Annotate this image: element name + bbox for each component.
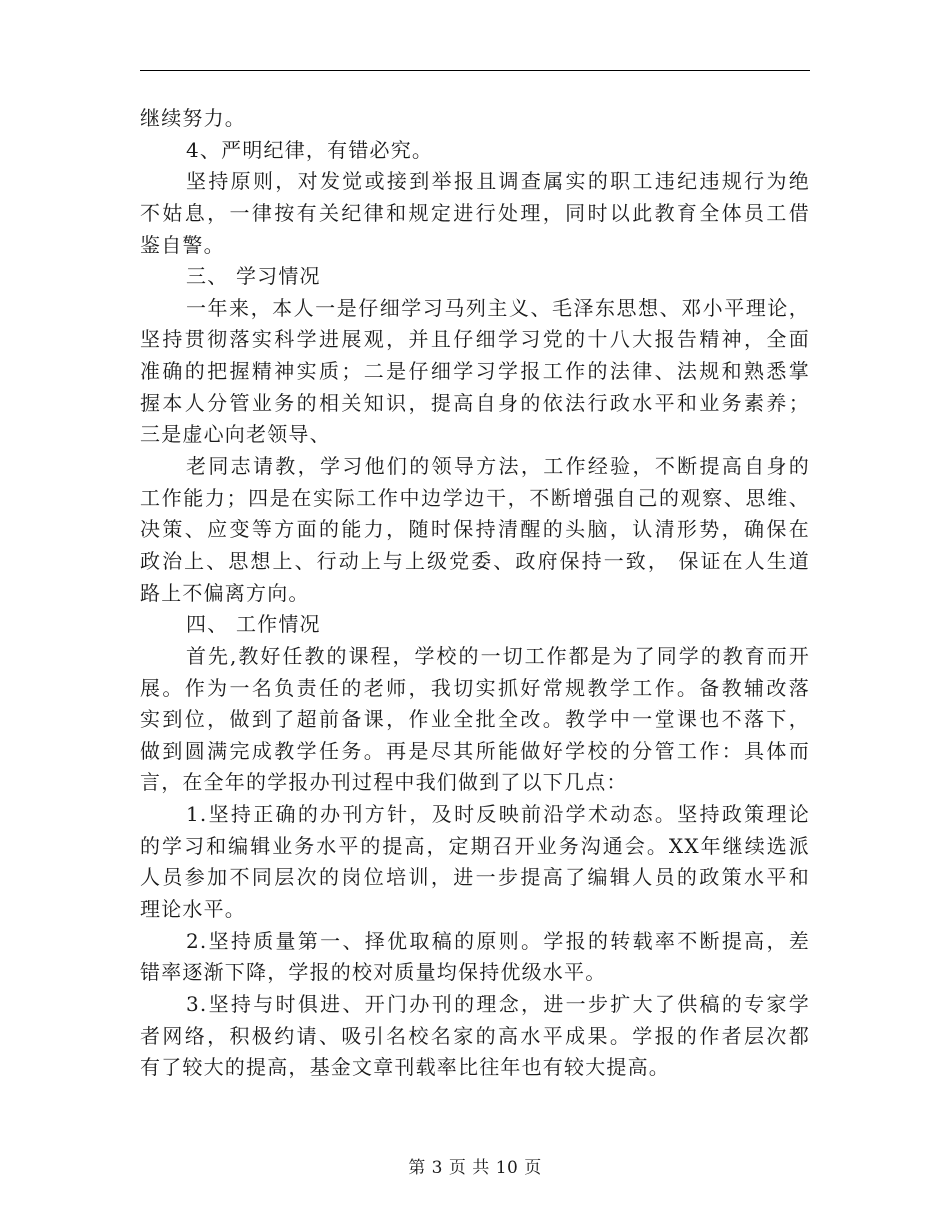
text-line: 路上不偏离方向。 [140, 580, 310, 605]
page-footer: 第 3 页 共 10 页 [408, 1158, 542, 1178]
text-line: 四、 工作情况 [186, 612, 321, 637]
text-line: 做到圆满完成教学任务。再是尽其所能做好学校的分管工作：具体而 [140, 738, 810, 763]
text-line: 鉴自警。 [140, 232, 225, 257]
text-line: 言，在全年的学报办刊过程中我们做到了以下几点： [140, 770, 628, 795]
text-line: 者网络，积极约请、吸引名校名家的高水平成果。学报的作者层次都 [140, 1023, 810, 1048]
text-line: 三、 学习情况 [186, 264, 321, 289]
text-line: 不姑息，一律按有关纪律和规定进行处理，同时以此教育全体员工借 [140, 200, 810, 225]
text-line: 握本人分管业务的相关知识，提高自身的依法行政水平和业务素养； [140, 390, 810, 415]
text-line: 一年来，本人一是仔细学习马列主义、毛泽东思想、邓小平理论， [186, 295, 810, 320]
text-line: 2.坚持质量第一、择优取稿的原则。学报的转载率不断提高，差 [186, 928, 810, 953]
text-line: 三是虚心向老领导、 [140, 422, 331, 447]
text-line: 的学习和编辑业务水平的提高，定期召开业务沟通会。XX年继续选派 [140, 833, 810, 858]
header-rule [140, 70, 810, 71]
text-line: 首先,教好任教的课程，学校的一切工作都是为了同学的教育而开 [186, 643, 810, 668]
text-line: 人员参加不同层次的岗位培训，进一步提高了编辑人员的政策水平和 [140, 865, 810, 890]
text-line: 4、严明纪律，有错必究。 [186, 137, 434, 162]
text-line: 准确的把握精神实质；二是仔细学习学报工作的法律、法规和熟悉掌 [140, 359, 810, 384]
text-line: 继续努力。 [140, 106, 246, 130]
text-line: 决策、应变等方面的能力，随时保持清醒的头脑，认清形势，确保在 [140, 517, 810, 542]
text-line: 1.坚持正确的办刊方针，及时反映前沿学术动态。坚持政策理论 [186, 802, 810, 827]
text-line: 老同志请教，学习他们的领导方法，工作经验，不断提高自身的 [186, 454, 810, 479]
text-line: 政治上、思想上、行动上与上级党委、政府保持一致， 保证在人生道 [140, 548, 810, 573]
text-line: 展。作为一名负责任的老师，我切实抓好常规教学工作。备教辅改落 [140, 675, 810, 700]
text-line: 工作能力；四是在实际工作中边学边干，不断增强自己的观察、思维、 [140, 485, 810, 510]
text-line: 有了较大的提高，基金文章刊载率比往年也有较大提高。 [140, 1055, 670, 1080]
text-line: 3.坚持与时俱进、开门办刊的理念，进一步扩大了供稿的专家学 [186, 991, 810, 1016]
text-line: 坚持贯彻落实科学进展观，并且仔细学习党的十八大报告精神，全面 [140, 327, 810, 352]
text-line: 错率逐渐下降，学报的校对质量均保持优级水平。 [140, 960, 607, 985]
text-line: 理论水平。 [140, 897, 246, 922]
document-body [140, 103, 810, 1084]
text-line: 坚持原则，对发觉或接到举报且调查属实的职工违纪违规行为绝 [186, 169, 810, 194]
text-line: 实到位，做到了超前备课，作业全批全改。教学中一堂课也不落下， [140, 707, 810, 732]
